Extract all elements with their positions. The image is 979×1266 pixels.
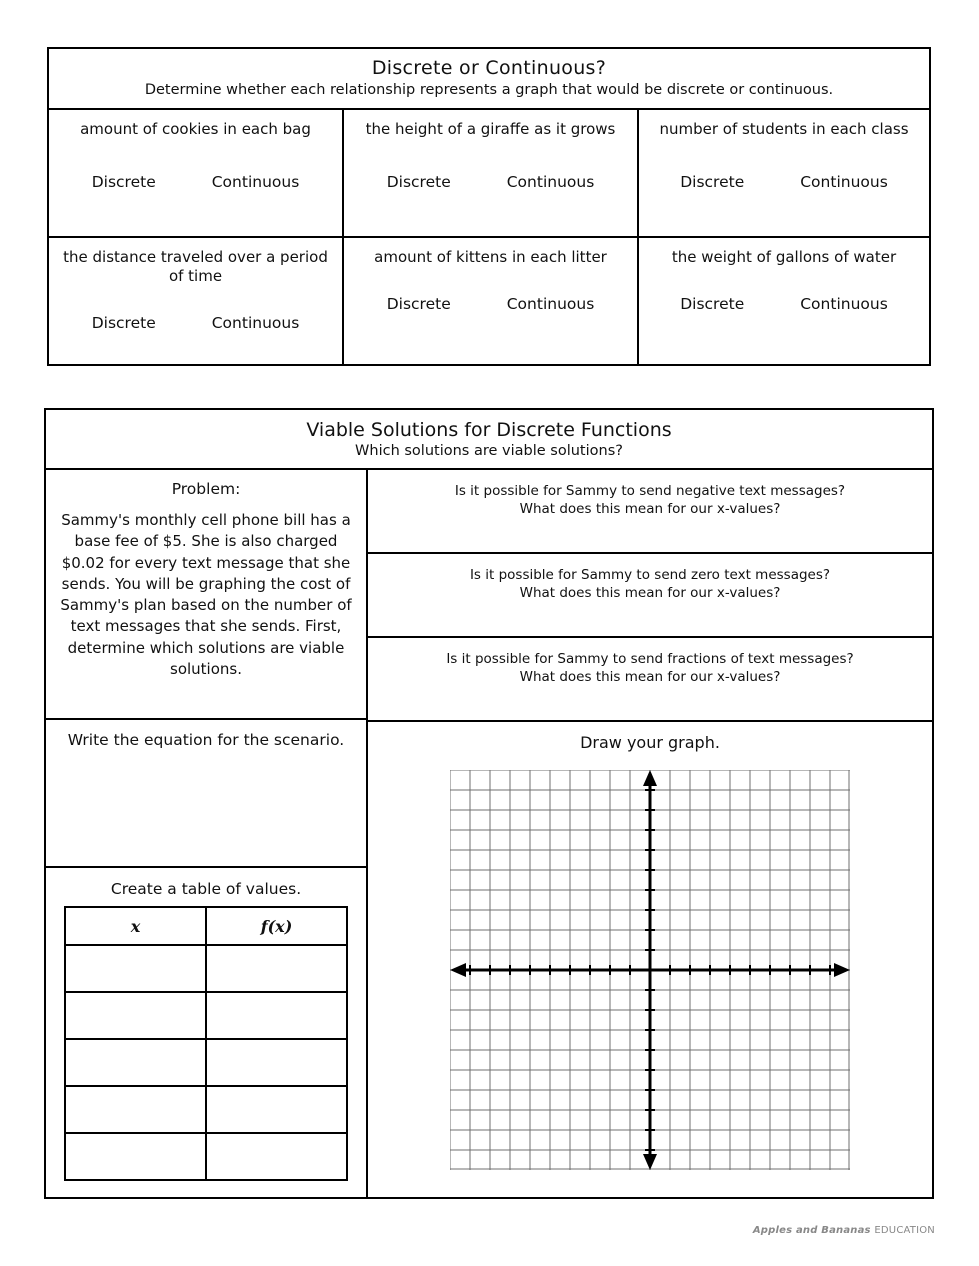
section2-title: Viable Solutions for Discrete Functions xyxy=(306,419,672,441)
graph-prompt: Draw your graph. xyxy=(580,733,720,752)
section2-subtitle: Which solutions are viable solutions? xyxy=(355,443,623,459)
table-cell-fx[interactable] xyxy=(206,1039,347,1086)
footer-suffix: EDUCATION xyxy=(874,1225,935,1236)
section1-item-1 xyxy=(49,110,344,236)
table-header-fx: f(x) xyxy=(206,907,347,945)
question-line-2: What does this mean for our x-values? xyxy=(519,669,781,686)
table-of-values-section xyxy=(46,868,366,1197)
section1-title: Discrete or Continuous? xyxy=(371,57,607,79)
section1-item-4 xyxy=(49,238,344,364)
table-row xyxy=(65,1039,347,1086)
choice-discrete[interactable]: Discrete xyxy=(386,172,451,191)
question-box-3[interactable] xyxy=(368,638,932,722)
section2-body xyxy=(46,470,932,1197)
problem-text: Sammy's monthly cell phone bill has a base fee of $5. She is also charged $0.02 for every text message that she sends. You will be graphing the cost of Sammy's plan based on the number of text messages that she sends. First, determine which solutions are viable solutions. xyxy=(60,511,352,679)
choice-continuous[interactable]: Continuous xyxy=(506,172,595,191)
section1-header xyxy=(49,49,929,110)
section1-row xyxy=(49,238,929,364)
problem-label: Problem: xyxy=(171,480,241,498)
item-prompt: the distance traveled over a period of time xyxy=(63,248,328,285)
footer-credit xyxy=(753,1225,935,1236)
item-prompt: amount of kittens in each litter xyxy=(374,248,607,266)
table-cell-fx[interactable] xyxy=(206,992,347,1039)
choice-continuous[interactable]: Continuous xyxy=(800,294,888,313)
table-row xyxy=(65,1133,347,1180)
item-choices xyxy=(352,173,629,191)
viable-solutions-section xyxy=(44,408,934,1199)
table-cell-fx[interactable] xyxy=(206,1086,347,1133)
table-cell-x[interactable] xyxy=(65,992,206,1039)
question-line-2: What does this mean for our x-values? xyxy=(519,585,781,602)
choice-continuous[interactable]: Continuous xyxy=(211,313,300,332)
table-cell-x[interactable] xyxy=(65,1133,206,1180)
section2-header xyxy=(46,410,932,470)
table-cell-fx[interactable] xyxy=(206,1133,347,1180)
footer-brand: Apples and Bananas xyxy=(752,1225,875,1236)
item-choices xyxy=(647,295,921,313)
question-box-1[interactable] xyxy=(368,470,932,554)
table-cell-x[interactable] xyxy=(65,945,206,992)
item-prompt: the height of a giraffe as it grows xyxy=(365,120,616,138)
choice-continuous[interactable]: Continuous xyxy=(211,172,300,191)
choice-discrete[interactable]: Discrete xyxy=(386,294,451,313)
equation-prompt: Write the equation for the scenario. xyxy=(67,731,345,749)
item-prompt: the weight of gallons of water xyxy=(671,248,897,266)
item-choices xyxy=(57,173,334,191)
item-choices xyxy=(57,314,334,332)
table-cell-x[interactable] xyxy=(65,1086,206,1133)
coordinate-grid-icon xyxy=(450,770,850,1170)
item-prompt: number of students in each class xyxy=(659,120,909,138)
choice-discrete[interactable]: Discrete xyxy=(680,294,745,313)
table-header-row xyxy=(65,907,347,945)
table-cell-x[interactable] xyxy=(65,1039,206,1086)
question-line-1: Is it possible for Sammy to send zero text messages? xyxy=(469,567,831,583)
section1-item-6 xyxy=(639,238,929,364)
section1-subtitle: Determine whether each relationship represents a graph that would be discrete or continuous. xyxy=(144,82,834,98)
problem-box xyxy=(46,470,366,720)
section1-item-5 xyxy=(344,238,639,364)
choice-discrete[interactable]: Discrete xyxy=(680,172,745,191)
item-choices xyxy=(352,295,629,313)
item-prompt: amount of cookies in each bag xyxy=(80,120,311,138)
question-box-2[interactable] xyxy=(368,554,932,638)
table-label: Create a table of values. xyxy=(110,880,302,898)
section1-item-3 xyxy=(639,110,929,236)
question-line-1: Is it possible for Sammy to send fractions of text messages? xyxy=(446,651,854,667)
equation-answer-box[interactable] xyxy=(46,720,366,868)
section1-row xyxy=(49,110,929,238)
section2-left-column xyxy=(46,470,368,1197)
table-row xyxy=(65,1086,347,1133)
choice-discrete[interactable]: Discrete xyxy=(91,172,156,191)
graph-area[interactable] xyxy=(368,752,932,1184)
table-row xyxy=(65,992,347,1039)
section2-right-column xyxy=(368,470,932,1197)
question-line-2: What does this mean for our x-values? xyxy=(519,501,781,518)
choice-continuous[interactable]: Continuous xyxy=(506,294,595,313)
question-line-1: Is it possible for Sammy to send negative text messages? xyxy=(454,483,846,499)
section1-item-2 xyxy=(344,110,639,236)
values-table xyxy=(64,906,348,1181)
table-header-x: x xyxy=(65,907,206,945)
item-choices xyxy=(647,173,921,191)
table-row xyxy=(65,945,347,992)
choice-continuous[interactable]: Continuous xyxy=(800,172,888,191)
section1-grid xyxy=(49,110,929,364)
discrete-or-continuous-section xyxy=(47,47,931,366)
choice-discrete[interactable]: Discrete xyxy=(91,313,156,332)
table-cell-fx[interactable] xyxy=(206,945,347,992)
